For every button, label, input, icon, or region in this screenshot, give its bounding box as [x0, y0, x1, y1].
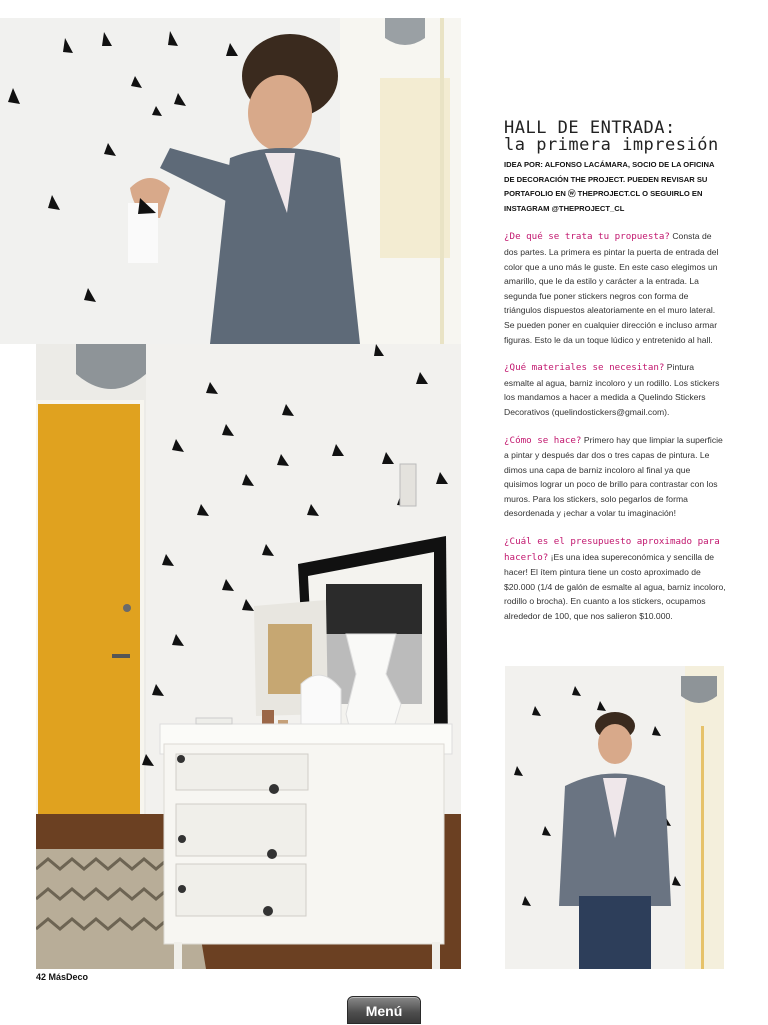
section-answer: ¡Es una idea supereconómica y sencilla de hacer! El ítem pintura tiene un costo aproximado de $20.000 (1/4 de galón de esmalte al agua, barniz incoloro, rodillo o brocha). En cuanto a los stickers, ocupamos alrededor de 100, que nos salieron $10.000. — [504, 551, 726, 622]
article-title-line1: HALL DE ENTRADA: — [504, 118, 676, 138]
section-question: ¿Cómo se hace? — [504, 434, 582, 446]
section-question: ¿De qué se trata tu propuesta? — [504, 231, 670, 243]
section-answer: Pintura esmalte al agua, barniz incoloro y un rodillo. Los stickers los mandamos a hacer a medida a Quelindo Stickers Decorativos (quelindostickers@gmail.com). — [504, 362, 720, 417]
section-materials — [504, 360, 726, 419]
section-how-to — [504, 433, 726, 522]
photo-portrait-man — [505, 666, 724, 969]
article-byline: IDEA POR: ALFONSO LACÁMARA, SOCIO DE LA OFICINA DE DECORACIÓN THE PROJECT. PUEDEN REVISAR SU PORTAFOLIO EN ⓦ THEPROJECT.CL O SEGUIRLO EN INSTAGRAM @THEPROJECT_CL — [504, 160, 715, 213]
page-number-label: 42 MásDeco — [36, 972, 89, 982]
photo-man-placing-stickers — [0, 18, 461, 344]
section-proposal — [504, 229, 726, 347]
article-text-column — [504, 120, 726, 624]
section-question: ¿Cuál es el presupuesto aproximado para hacerlo? — [504, 536, 720, 563]
photo-hallway-dresser — [36, 344, 461, 969]
section-answer: Consta de dos partes. La primera es pintar la puerta de entrada del color que a uno más le guste. En este caso elegimos un amarillo, que le da estilo y carácter a la entrada. La segunda fue poner stickers negros con forma de triángulos dispuestos aleatoriamente en el muro lateral. Se pueden poner en cualquier dirección e incluso armar figuras. Esto le da un toque lúdico y entretenido al hall. — [504, 231, 719, 345]
section-answer: Primero hay que limpiar la superficie a pintar y después dar dos o tres capas de pintura. Le dimos una capa de barniz incoloro al final ya que quisimos lograr un poco de brillo para contrastar con los muros. Para los stickers, solo pegarlos de forma desordenada y ¡echar a volar tu imaginación! — [504, 434, 723, 519]
section-budget — [504, 534, 726, 624]
article-title-line2: la primera impresión — [504, 135, 719, 155]
section-question: ¿Qué materiales se necesitan? — [504, 362, 665, 374]
menu-button[interactable]: Menú — [347, 996, 421, 1024]
